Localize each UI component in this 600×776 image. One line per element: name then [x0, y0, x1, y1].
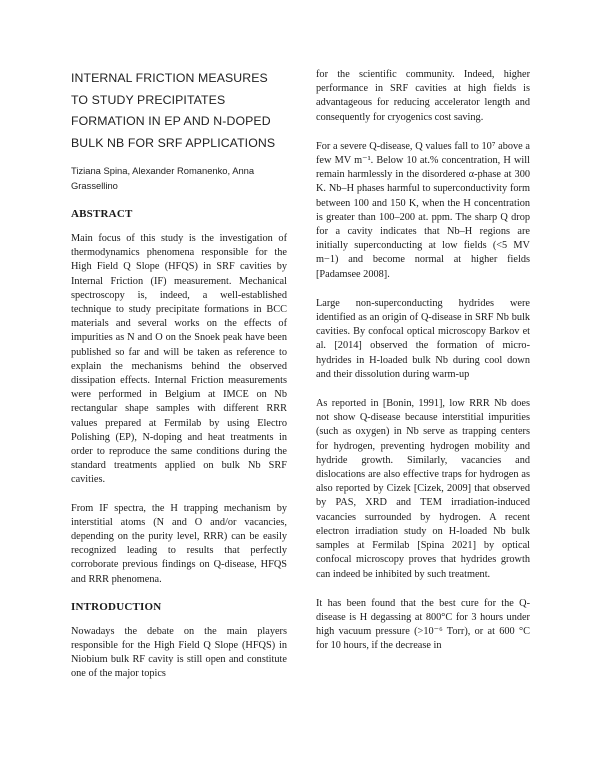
- body-paragraph-5: It has been found that the best cure for the Q-disease is H degassing at 800°C for 3 hours under high vacuum pressure (>10⁻⁶ Torr), or at 600 °C for 10 hours, if the decrease in: [316, 597, 530, 652]
- body-paragraph-1: for the scientific community. Indeed, higher performance in SRF cavities at high fields is advantageous for reducing accelerator length and consequently for cryogenics cost saving.: [316, 69, 530, 123]
- body-paragraph-3: Large non-superconducting hydrides were identified as an origin of Q-disease in SRF Nb bulk cavities. By confocal optical microscopy Barkov et al. [2014] observed the formation of micro-hydrides in H-loaded bulk Nb during cool down and their dissolution during warm-up: [316, 297, 530, 380]
- author-list: Tiziana Spina, Alexander Romanenko, Anna Grassellino: [71, 165, 255, 191]
- introduction-paragraph-1: Nowadays the debate on the main players responsible for the High Field Q Slope (HFQS) in Niobium bulk RF cavity is still open and constitute one of the major topics: [71, 625, 287, 680]
- left-column: [71, 68, 287, 696]
- abstract-paragraph-1: Main focus of this study is the investigation of thermodynamics phenomena responsible for the High Field Q Slope (HFQS) in SRF cavities by Internal Friction (IF) measurement. Mechanical spectroscopy is, indeed, a well-established technique to study precipitate formations in BCC materials and several works on the effects of impurities as N and O on the Snoek peak have been published so far and will be taken as reference to explain the mechanisms behind the observed dissipation effects. Internal Friction measurements were performed in Belgium at IMCE on Nb rectangular shape samples with different RRR values prepared at Fermilab by using Electro Polishing (EP), N-doping and heat treatments in order to reproduce the same conditions during the standard treatments applied on bulk Nb SRF cavities.: [71, 233, 287, 486]
- body-paragraph-4: As reported in [Bonin, 1991], low RRR Nb does not show Q-disease because interstitial impurities (such as oxygen) in Nb serve as trapping centers for hydrogen, preventing hydrogen mobility and hydride growth. Similarly, vacancies and dislocations are also effective traps for hydrogen as also reported by Cizek [Cizek, 2009] that observed by PAS, XRD and TEM irradiation-induced vacancies surrounded by hydrogen. A recent electron irradiation study on H-loaded Nb bulk samples at Fermilab [Spina 2021] by optical confocal microscopy proves that hydrides growth can indeed be inhibited by such treatment.: [316, 398, 530, 580]
- body-paragraph-2: For a severe Q-disease, Q values fall to 10⁷ above a few MV m⁻¹. Below 10 at.% concentration, H will remain harmlessly in the disordered α-phase at 300 K. Nb–H phases harmful to superconductivity form between 100 and 150 K, when the H concentration is greater than 100–200 at. ppm. The sharp Q drop for a cavity indicates that Nb–H regions are initially superconducting at low fields (<5 MV m−1) and become normal at higher fields [Padamsee 2008].: [316, 140, 530, 280]
- introduction-heading: INTRODUCTION: [71, 600, 162, 613]
- abstract-heading: ABSTRACT: [71, 208, 133, 220]
- right-column: [316, 68, 530, 669]
- paper-title: INTERNAL FRICTION MEASURES TO STUDY PRECIPITATES FORMATION IN EP AND N-DOPED BULK NB FOR SRF APPLICATIONS: [71, 71, 276, 150]
- abstract-paragraph-2: From IF spectra, the H trapping mechanism by interstitial atoms (N and O and/or vacancies, depending on the purity level, RRR) can be easily recognized leading to results that perfectly corroborate previous findings on Q-disease, HFQS and RRR phenomena.: [71, 502, 287, 585]
